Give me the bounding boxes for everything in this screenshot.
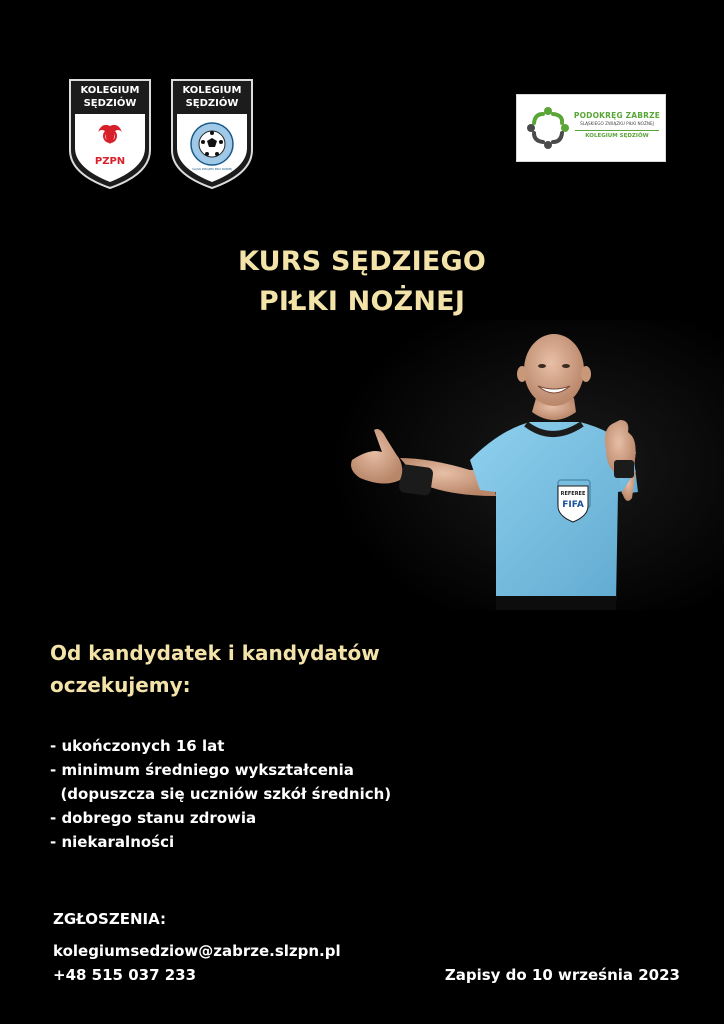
badge-silesia-ring-text: ŚLĄSKI ZWIĄZEK PIŁKI NOŻNEJ xyxy=(192,168,232,171)
requirements-heading-line-1: Od kandydatek i kandydatów xyxy=(50,641,380,665)
registration-deadline: Zapisy do 10 września 2023 xyxy=(444,966,680,984)
requirements-heading xyxy=(50,637,380,701)
requirement-item: - dobrego stanu zdrowia xyxy=(50,809,257,827)
partner-logo-subtitle: ŚLĄSKIEGO ZWIĄZKU PIŁKI NOŻNEJ xyxy=(580,121,654,126)
badge-silesia-line1: KOLEGIUM xyxy=(182,85,242,96)
contact-phone[interactable]: +48 515 037 233 xyxy=(53,966,197,984)
referee-patch-line1: REFEREE xyxy=(560,491,586,497)
contact-email[interactable]: kolegiumsedziow@zabrze.slzpn.pl xyxy=(53,942,341,960)
requirements-heading-line-2: oczekujemy: xyxy=(50,673,191,697)
partner-logo-name: PODOKRĘG ZABRZE xyxy=(573,111,661,120)
pzpn-referees-badge xyxy=(68,78,152,190)
silesian-fa-referees-badge xyxy=(170,78,254,190)
requirement-item: (dopuszcza się uczniów szkół średnich) xyxy=(50,785,392,803)
partner-logo-divider xyxy=(575,130,659,131)
course-title-line-1: KURS SĘDZIEGO xyxy=(237,246,487,277)
badge-pzpn-line1: KOLEGIUM xyxy=(80,85,140,96)
badge-silesia-line2: SĘDZIÓW xyxy=(185,98,239,109)
partner-logo-department: KOLEGIUM SĘDZIÓW xyxy=(585,132,649,139)
requirement-item: - ukończonych 16 lat xyxy=(50,737,225,755)
people-circle-logo-icon xyxy=(525,105,571,151)
referee-photo xyxy=(330,320,724,610)
referee-patch-line2: FIFA xyxy=(562,500,584,510)
course-title-line-2: PIŁKI NOŻNEJ xyxy=(258,286,466,317)
requirements-list xyxy=(50,734,391,854)
requirement-item: - niekaralności xyxy=(50,833,175,851)
requirement-item: - minimum średniego wykształcenia xyxy=(50,761,354,779)
badge-pzpn-line2: SĘDZIÓW xyxy=(83,98,137,109)
podokreg-zabrze-logo xyxy=(516,94,666,162)
applications-label: ZGŁOSZENIA: xyxy=(53,910,166,928)
badge-pzpn-emblem: PZPN xyxy=(94,156,126,167)
